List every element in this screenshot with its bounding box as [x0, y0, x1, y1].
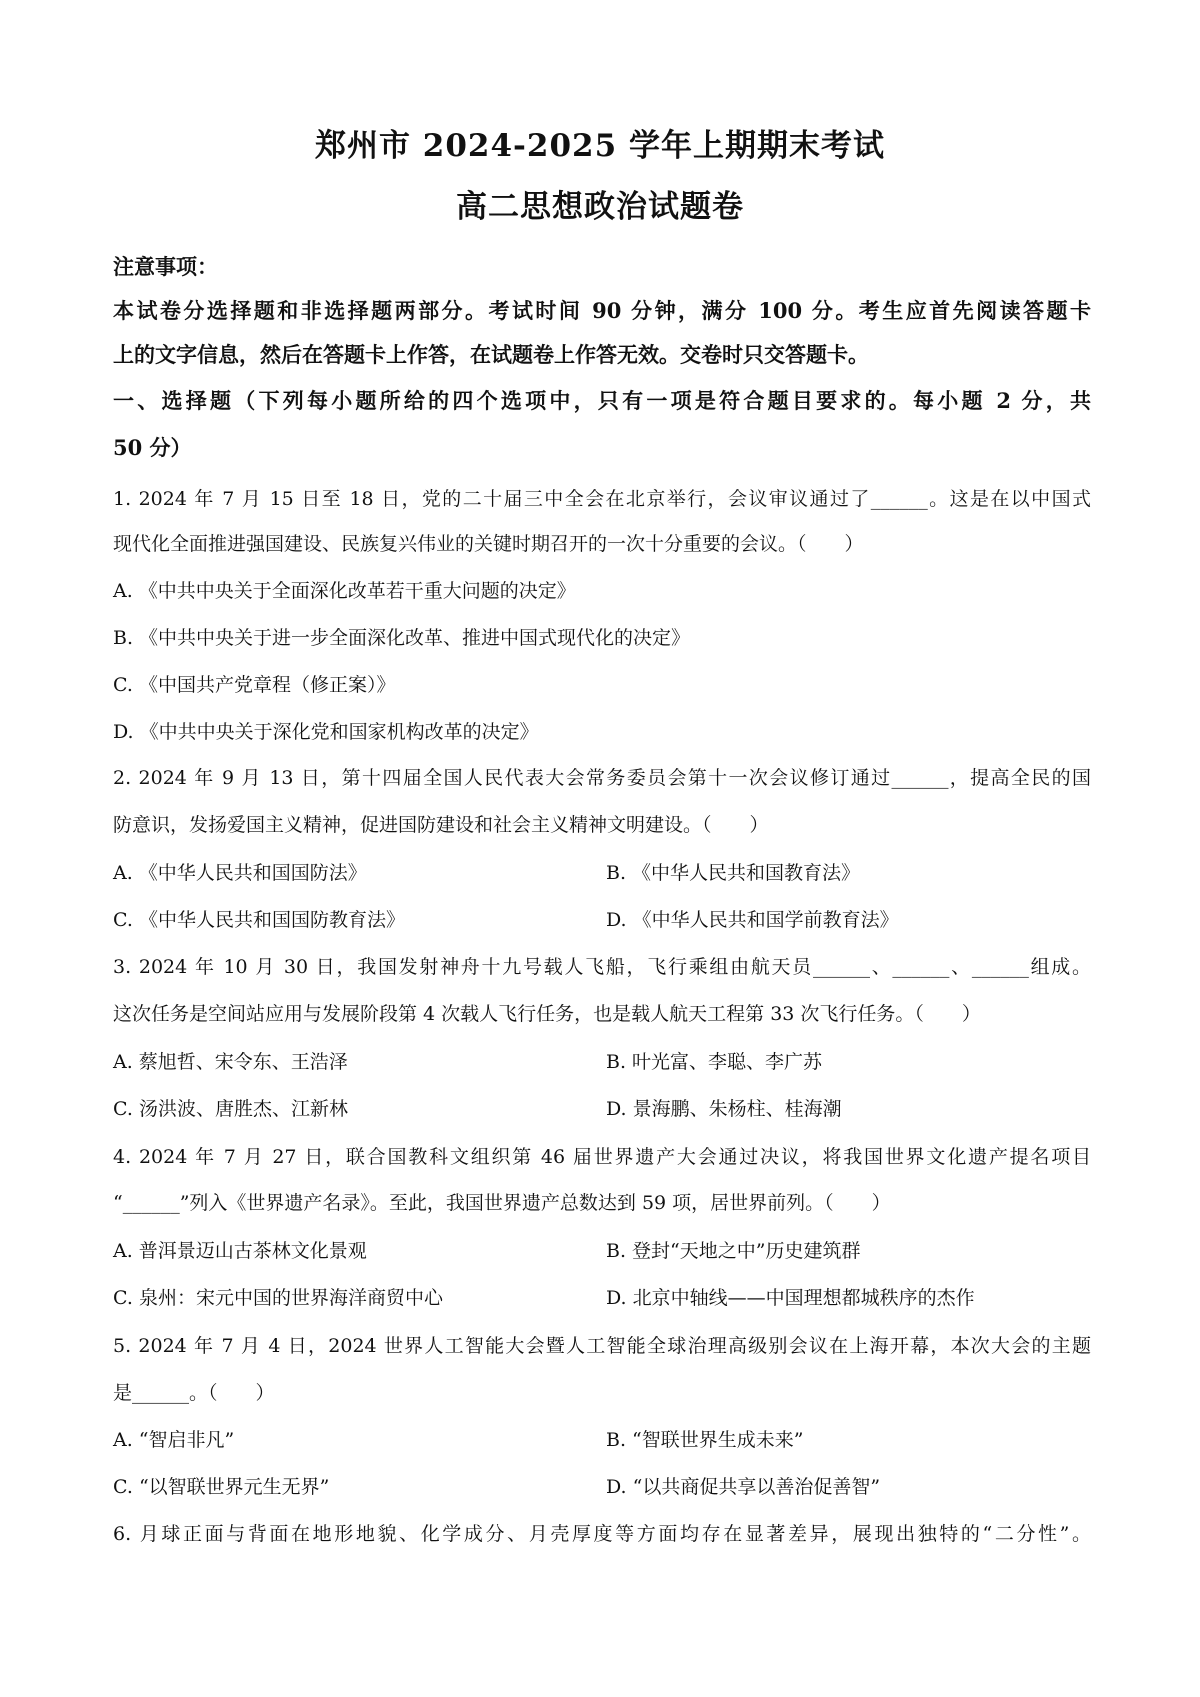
exam-title: 郑州市 2024-2025 学年上期期末考试 — [314, 128, 885, 164]
question-4-option-d: D. 北京中轴线——中国理想都城秩序的杰作 — [606, 1287, 975, 1309]
question-5-option-b: B. “智联世界生成未来” — [606, 1429, 804, 1451]
question-1-stem-line-2: 现代化全面推进强国建设、民族复兴伟业的关键时期召开的一次十分重要的会议。（ ） — [113, 533, 864, 555]
notice-line-2: 上的文字信息，然后在答题卡上作答，在试题卷上作答无效。交卷时只交答题卡。 — [113, 342, 869, 367]
section-heading-line-2: 50 分） — [113, 435, 192, 460]
question-5-option-c: C. “以智联世界元生无界” — [113, 1476, 330, 1498]
question-2-option-a: A. 《中华人民共和国国防法》 — [113, 862, 367, 884]
question-4-stem-line-1: 4. 2024 年 7 月 27 日，联合国教科文组织第 46 届世界遗产大会通过决议，将我国世界文化遗产提名项目 — [113, 1146, 1091, 1168]
question-1-option-b: B. 《中共中央关于进一步全面深化改革、推进中国式现代化的决定》 — [113, 627, 691, 649]
question-5-stem-line-2: 是______。（ ） — [113, 1382, 275, 1404]
question-3-option-a: A. 蔡旭哲、宋令东、王浩泽 — [113, 1051, 348, 1073]
question-2-option-b: B. 《中华人民共和国教育法》 — [606, 862, 861, 884]
question-2-stem-line-1: 2. 2024 年 9 月 13 日，第十四届全国人民代表大会常务委员会第十一次会议修订通过______，提高全民的国 — [113, 767, 1091, 789]
question-3-option-d: D. 景海鹏、朱杨柱、桂海潮 — [606, 1098, 842, 1120]
question-5-option-a: A. “智启非凡” — [113, 1429, 235, 1451]
question-5-stem-line-1: 5. 2024 年 7 月 4 日，2024 世界人工智能大会暨人工智能全球治理高级别会议在上海开幕，本次大会的主题 — [113, 1335, 1091, 1357]
question-3-option-b: B. 叶光富、李聪、李广苏 — [606, 1051, 823, 1073]
question-6-stem-line-1: 6. 月球正面与背面在地形地貌、化学成分、月壳厚度等方面均存在显著差异，展现出独特的“二分性”。 — [113, 1523, 1091, 1545]
question-4-stem-line-2: “______”列入《世界遗产名录》。至此，我国世界遗产总数达到 59 项，居世界前列。（ ） — [113, 1192, 891, 1214]
question-1-stem-line-1: 1. 2024 年 7 月 15 日至 18 日，党的二十届三中全会在北京举行，会议审议通过了______。这是在以中国式 — [113, 488, 1091, 510]
question-1-option-c: C. 《中国共产党章程（修正案）》 — [113, 674, 396, 696]
question-4-option-a: A. 普洱景迈山古茶林文化景观 — [113, 1240, 367, 1262]
section-heading-line-1: 一、选择题（下列每小题所给的四个选项中，只有一项是符合题目要求的。每小题 2 分，共 — [113, 388, 1091, 413]
question-2-stem-line-2: 防意识，发扬爱国主义精神，促进国防建设和社会主义精神文明建设。（ ） — [113, 814, 769, 836]
question-2-option-c: C. 《中华人民共和国国防教育法》 — [113, 909, 405, 931]
question-3-stem-line-1: 3. 2024 年 10 月 30 日，我国发射神舟十九号载人飞船，飞行乘组由航天员______、______、______组成。 — [113, 956, 1091, 978]
question-1-option-d: D. 《中共中央关于深化党和国家机构改革的决定》 — [113, 721, 539, 743]
question-5-option-d: D. “以共商促共享以善治促善智” — [606, 1476, 881, 1498]
question-3-stem-line-2: 这次任务是空间站应用与发展阶段第 4 次载人飞行任务，也是载人航天工程第 33 次飞行任务。（ ） — [113, 1003, 981, 1025]
question-1-option-a: A. 《中共中央关于全面深化改革若干重大问题的决定》 — [113, 580, 576, 602]
question-4-option-c: C. 泉州：宋元中国的世界海洋商贸中心 — [113, 1287, 443, 1309]
question-4-option-b: B. 登封“天地之中”历史建筑群 — [606, 1240, 861, 1262]
question-3-option-c: C. 汤洪波、唐胜杰、江新林 — [113, 1098, 348, 1120]
question-2-option-d: D. 《中华人民共和国学前教育法》 — [606, 909, 899, 931]
notice-heading: 注意事项： — [113, 254, 218, 279]
exam-subtitle: 高二思想政治试题卷 — [456, 189, 744, 225]
notice-line-1: 本试卷分选择题和非选择题两部分。考试时间 90 分钟，满分 100 分。考生应首先阅读答题卡 — [113, 298, 1091, 323]
